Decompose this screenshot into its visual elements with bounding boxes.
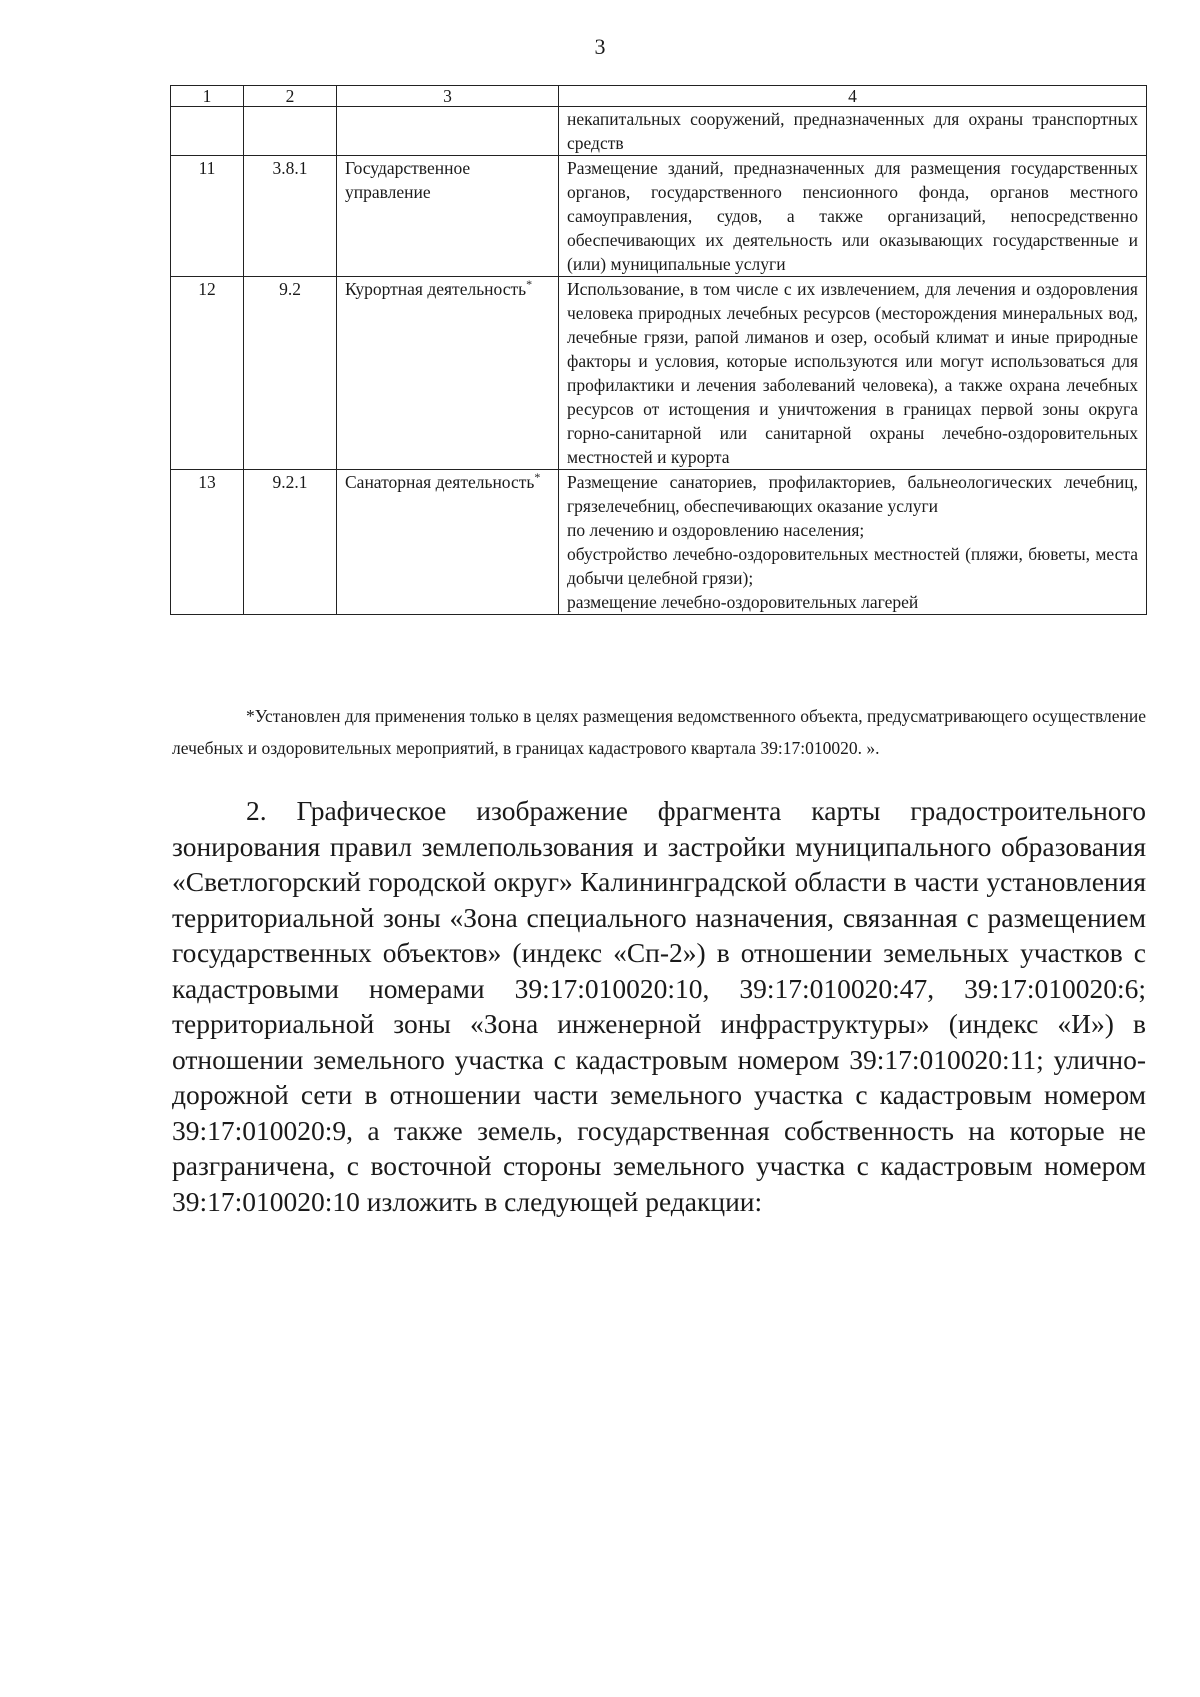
description-line: Размещение санаториев, профилакториев, бальнеологических лечебниц, грязелечебниц, обеспечивающих оказание услуги [567, 472, 1138, 516]
row-number: 12 [171, 277, 244, 470]
row-number: 11 [171, 156, 244, 277]
table-header-row [171, 86, 1147, 107]
column-header: 1 [171, 86, 244, 107]
land-use-table [170, 85, 1147, 615]
row-name: Курортная деятельность [345, 279, 527, 299]
footnote: *Установлен для применения только в целях размещения ведомственного объекта, предусматривающего осуществление лечебных и оздоровительных мероприятий, в границах кадастрового квартала 39:17:010020. ». [172, 706, 1146, 758]
footnote-marker: * [526, 277, 533, 292]
column-header: 4 [559, 86, 1147, 107]
body-paragraph: 2. Графическое изображение фрагмента карты градостроительного зонирования правил землепользования и застройки муниципального образования «Светлогорский городской округ» Калининградской области в части установления территориальной зоны «Зона специального назначения, связанная с размещением государственных объектов» (индекс «Сп-2») в отношении земельных участков с кадастровыми номерами 39:17:010020:10, 39:17:010020:47, 39:17:010020:6; территориальной зоны «Зона инженерной инфраструктуры» (индекс «И») в отношении земельного участка с кадастровым номером 39:17:010020:11; улично-дорожной сети в отношении части земельного участка с кадастровым номером 39:17:010020:9, а также земель, государственная собственность на которые не разграничена, с восточной стороны земельного участка с кадастровым номером 39:17:010020:10 изложить в следующей редакции: [172, 795, 1146, 1217]
row-description: некапитальных сооружений, предназначенных для охраны транспортных средств [559, 107, 1147, 156]
table-row [171, 277, 1147, 470]
row-description-cell [559, 470, 1147, 615]
row-number: 13 [171, 470, 244, 615]
table-row [171, 156, 1147, 277]
row-description: Использование, в том числе с их извлечением, для лечения и оздоровления человека природных лечебных ресурсов (месторождения минеральных вод, лечебные грязи, рапой лиманов и озер, особый климат и иные природные факторы и условия, которые используются или могут использоваться для профилактики и лечения заболеваний человека), а также охрана лечебных ресурсов от истощения и уничтожения в границах первой зоны округа горно-санитарной или санитарной охраны лечебно-оздоровительных местностей и курорта [559, 277, 1147, 470]
table-row [171, 107, 1147, 156]
row-name: Санаторная деятельность [345, 472, 535, 492]
row-code: 9.2.1 [244, 470, 337, 615]
row-code: 3.8.1 [244, 156, 337, 277]
table-row [171, 470, 1147, 615]
description-line: по лечению и оздоровлению населения; [567, 520, 865, 540]
row-name [337, 107, 559, 156]
row-code [244, 107, 337, 156]
row-name: Государственное управление [345, 158, 471, 202]
row-code: 9.2 [244, 277, 337, 470]
description-line: размещение лечебно-оздоровительных лагерей [567, 592, 919, 612]
description-line: обустройство лечебно-оздоровительных местностей (пляжи, бюветы, места добычи целебной грязи); [567, 544, 1138, 588]
row-name-cell [337, 277, 559, 470]
row-name-cell [337, 156, 559, 277]
row-name-cell [337, 470, 559, 615]
footnote-marker: * [534, 470, 541, 485]
column-header: 2 [244, 86, 337, 107]
page-number: 3 [594, 34, 606, 59]
row-description: Размещение зданий, предназначенных для размещения государственных органов, государственного пенсионного фонда, органов местного самоуправления, судов, а также организаций, непосредственно обеспечивающих их деятельность или оказывающих государственные и (или) муниципальные услуги [559, 156, 1147, 277]
column-header: 3 [337, 86, 559, 107]
row-number [171, 107, 244, 156]
